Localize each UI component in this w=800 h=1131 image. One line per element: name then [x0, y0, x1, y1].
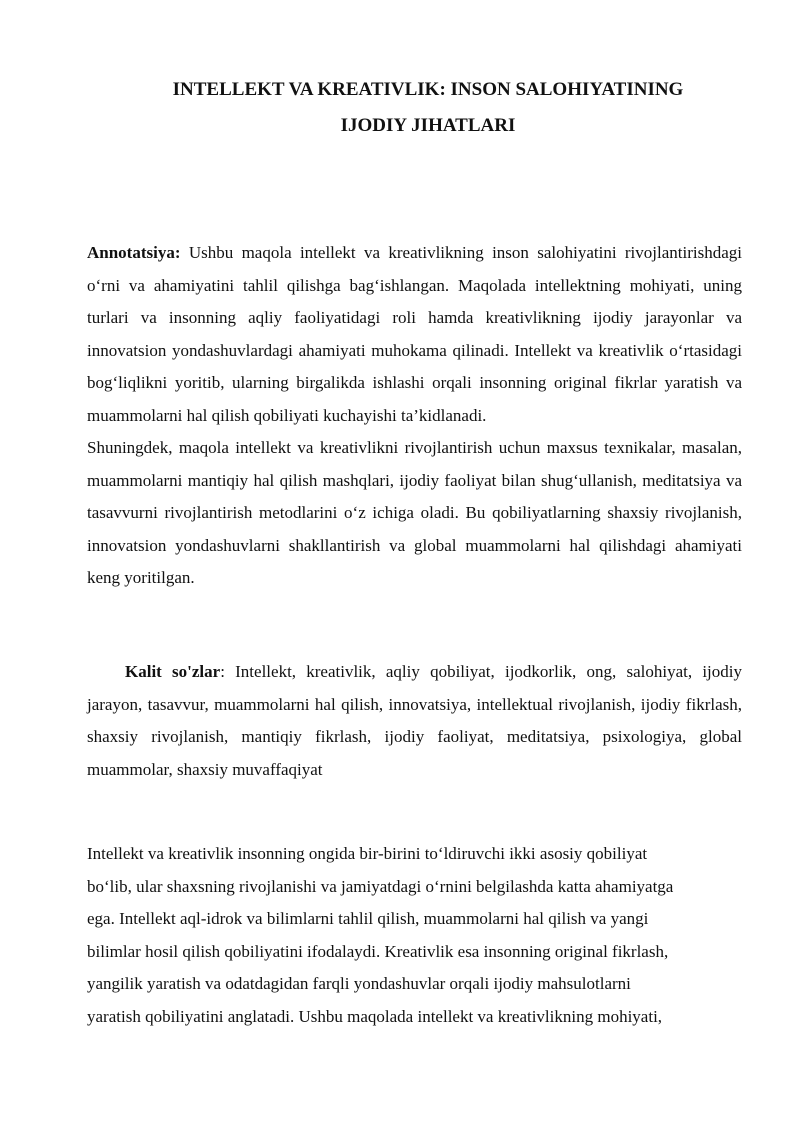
keywords-label: Kalit so'zlar [125, 662, 221, 681]
body-line: Intellekt va kreativlik insonning ongida bir-birini to‘ldiruvchi ikki asosiy qobiliyat [87, 844, 648, 863]
article-title-line-2: IJODIY JIHATLARI [340, 115, 516, 136]
body-text [87, 838, 742, 1033]
article-title [86, 72, 770, 144]
abstract-paragraph-1 [87, 237, 742, 432]
article-title-line-1: INTELLEKT VA KREATIVLIK: INSON SALOHIYATINING [172, 79, 684, 100]
body-line: yaratish qobiliyatini anglatadi. Ushbu maqolada intellekt va kreativlikning mohiyati, [87, 1006, 663, 1026]
abstract-paragraph-2: Shuningdek, maqola intellekt va kreativlikni rivojlantirish uchun maxsus texnikalar, masalan, muammolarni mantiqiy hal qilish mashqlari, ijodiy faoliyat bilan shug‘ullanish, meditatsiya va tasavvurni rivojlantirish metodlarini o‘z ichiga oladi. Bu qobiliyatlarning shaxsiy rivojlanish, innovatsion yondashuvlarni shakllantirish va global muammolarni hal qilishdagi ahamiyati keng yoritilgan. [87, 438, 742, 587]
abstract-label: Annotatsiya: [87, 243, 181, 262]
body-line: ega. Intellekt aql-idrok va bilimlarni tahlil qilish, muammolarni hal qilish va yangi [87, 909, 649, 928]
body-line: bo‘lib, ular shaxsning rivojlanishi va jamiyatdagi o‘rnini belgilashda katta ahamiyatga [87, 876, 674, 896]
abstract-text-1: Ushbu maqola intellekt va kreativlikning inson salohiyatini rivojlantirishdagi o‘rni va ahamiyatini tahlil qilishga bag‘ishlangan. Maqolada intellektning mohiyati, uning turlari va insonning aqliy faoliyatidagi roli hamda kreativlikning ijodiy jarayonlar va innovatsion yondashuvlardagi ahamiyati muhokama qilinadi. Intellekt va kreativlik o‘rtasidagi bog‘liqlikni yoritib, ularning birgalikda ishlashi orqali insonning original fikrlar yaratish va muammolarni hal qilish qobiliyati kuchayishi ta’kidlanadi. [87, 243, 742, 425]
body-line: bilimlar hosil qilish qobiliyatini ifodalaydi. Kreativlik esa insonning original fikrlash, [87, 941, 669, 961]
abstract-section [87, 237, 742, 595]
keywords-section [87, 656, 742, 786]
body-line: yangilik yaratish va odatdagidan farqli yondashuvlar orqali ijodiy mahsulotlarni [87, 974, 631, 993]
keywords-text: : Intellekt, kreativlik, aqliy qobiliyat, ijodkorlik, ong, salohiyat, ijodiy jarayon, tasavvur, muammolarni hal qilish, innovatsiya, intellektual rivojlanish, ijodiy fikrlash, shaxsiy rivojlanish, mantiqiy fikrlash, ijodiy faoliyat, meditatsiya, psixologiya, global muammolar, shaxsiy muvaffaqiyat [87, 662, 742, 779]
